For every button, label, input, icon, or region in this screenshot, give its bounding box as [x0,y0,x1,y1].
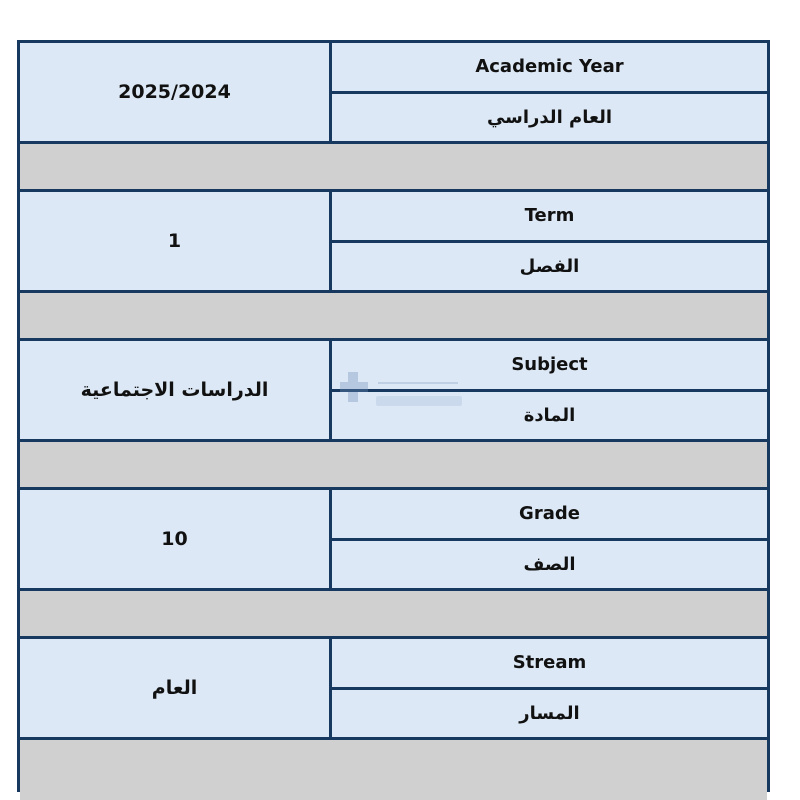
stream-row [20,639,767,737]
row-divider [20,591,767,636]
academic-year-labels [332,43,767,141]
academic-year-row [20,43,767,141]
row-divider [20,144,767,189]
academic-year-label-en: Academic Year [332,43,767,91]
subject-label-en: Subject [332,341,767,389]
grade-labels [332,490,767,588]
term-label-ar: الفصل [332,243,767,291]
academic-year-label-ar: العام الدراسي [332,94,767,142]
row-divider [20,740,767,800]
stream-labels [332,639,767,737]
stream-label-en: Stream [332,639,767,687]
row-divider [20,293,767,338]
cover-info-table [17,40,770,792]
stream-value: العام [20,639,329,737]
term-row [20,192,767,290]
term-label-en: Term [332,192,767,240]
grade-row [20,490,767,588]
academic-year-value: 2025/2024 [20,43,329,141]
row-divider [20,442,767,487]
subject-labels [332,341,767,439]
grade-value: 10 [20,490,329,588]
grade-label-en: Grade [332,490,767,538]
subject-label-ar: المادة [332,392,767,440]
subject-row [20,341,767,439]
term-labels [332,192,767,290]
term-value: 1 [20,192,329,290]
stream-label-ar: المسار [332,690,767,738]
subject-value: الدراسات الاجتماعية [20,341,329,439]
grade-label-ar: الصف [332,541,767,589]
